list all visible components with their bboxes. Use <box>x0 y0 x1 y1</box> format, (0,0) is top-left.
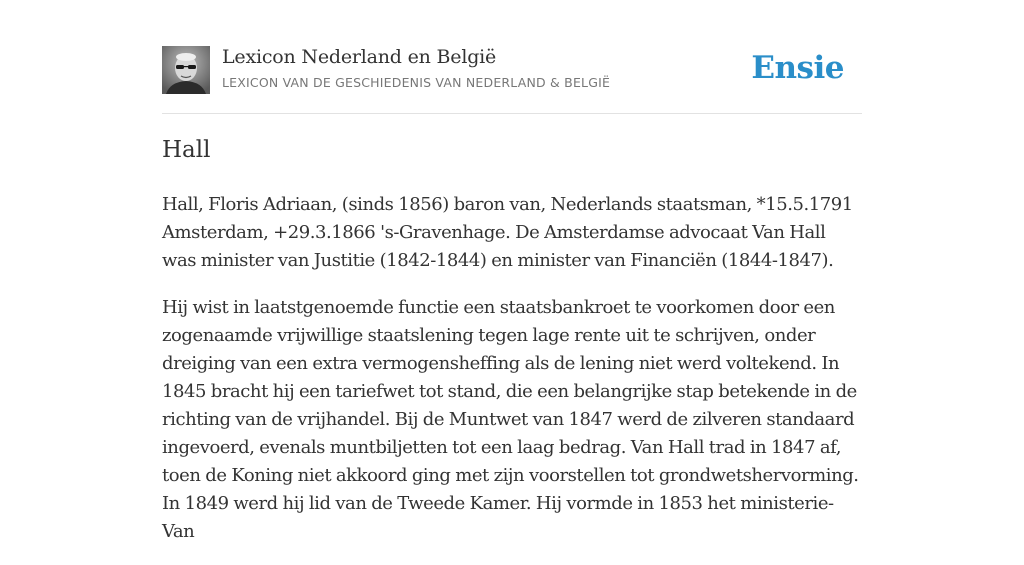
source-subtitle[interactable]: LEXICON VAN DE GESCHIEDENIS VAN NEDERLAND & BELGIË <box>222 75 611 90</box>
source-name[interactable]: Lexicon Nederland en België <box>222 46 497 68</box>
article-paragraph: Hij wist in laatstgenoemde functie een staatsbankroet te voorkomen door een zogenaamde vrijwillige staatslening tegen lage rente uit te schrijven, onder dreiging van een extra vermogensheffing als de lening niet werd voltekend. In 1845 bracht hij een tariefwet tot stand, die een belangrijke stap betekende in de richting van de vrijhandel. Bij de Muntwet van 1847 werd de zilveren standaard ingevoerd, evenals muntbiljetten tot een laag bedrag. Van Hall trad in 1847 af, toen de Koning niet akkoord ging met zijn voorstellen tot grondwetshervorming. In 1849 werd hij lid van de Tweede Kamer. Hij vormde in 1853 het ministerie-Van <box>162 297 859 542</box>
person-photo-icon <box>162 46 210 94</box>
article-paragraph: Hall, Floris Adriaan, (sinds 1856) baron van, Nederlands staatsman, *15.5.1791 Amsterdam, +29.3.1866 's-Gravenhage. De Amsterdamse advocaat Van Hall was minister van Justitie (1842-1844) en minister van Financiën (1844-1847). <box>162 194 853 271</box>
source-header <box>162 0 862 114</box>
page-container <box>162 0 862 542</box>
article-body <box>162 191 862 565</box>
avatar[interactable] <box>162 46 210 94</box>
ensie-logo[interactable]: Ensie <box>751 50 844 86</box>
article-title: Hall <box>162 137 211 163</box>
